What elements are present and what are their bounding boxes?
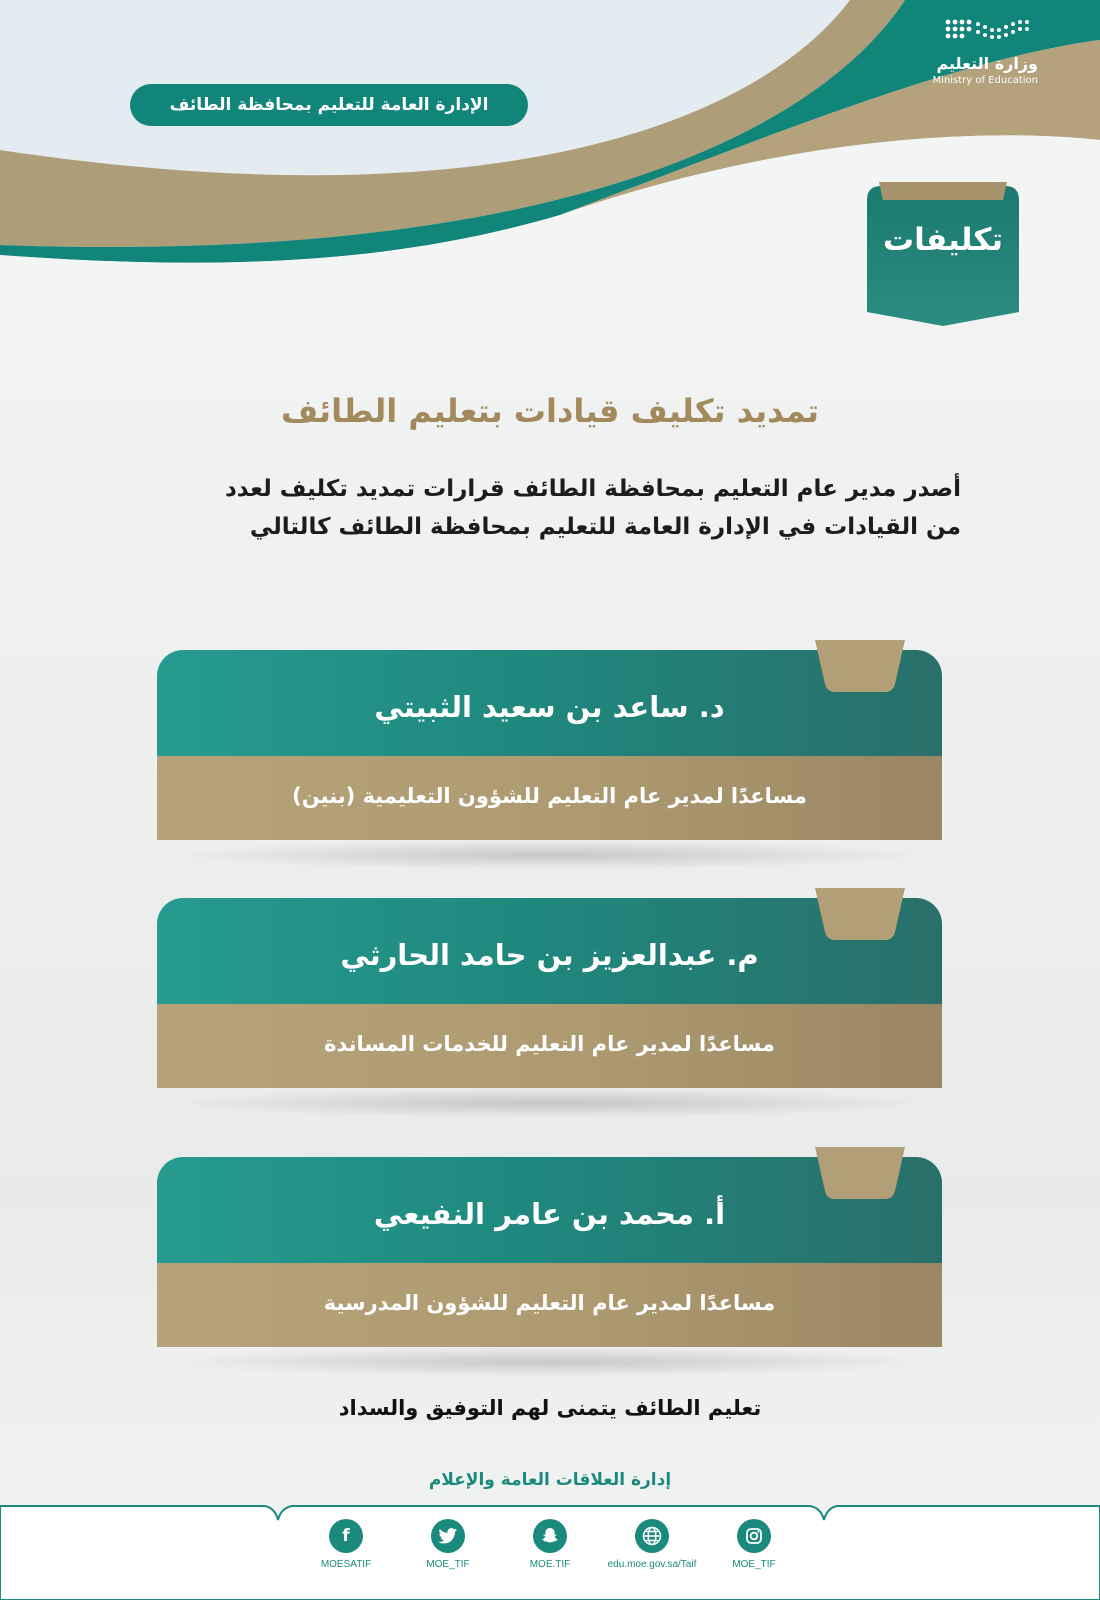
leader-card-footer bbox=[157, 1004, 942, 1088]
facebook-icon: f bbox=[329, 1519, 363, 1553]
region-label-pill bbox=[130, 84, 528, 126]
ministry-name-english: Ministry of Education bbox=[932, 75, 1038, 86]
ministry-logo-icon bbox=[942, 16, 1038, 46]
card-tab-decoration bbox=[815, 1147, 905, 1199]
intro-line-2: من القيادات في الإدارة العامة للتعليم بمحافظة الطائف كالتالي bbox=[249, 514, 961, 540]
category-tag-label: تكليفات bbox=[882, 222, 1004, 258]
card-tab-decoration bbox=[815, 888, 905, 940]
globe-icon bbox=[635, 1519, 669, 1553]
social-website[interactable] bbox=[597, 1519, 707, 1570]
intro-line-1: أصدر مدير عام التعليم بمحافظة الطائف قرارات تمديد تكليف لعدد bbox=[225, 476, 961, 502]
card-tab-decoration bbox=[815, 640, 905, 692]
snapchat-icon bbox=[533, 1519, 567, 1553]
social-handle: edu.moe.gov.sa/Taif bbox=[607, 1559, 697, 1570]
instagram-icon bbox=[737, 1519, 771, 1553]
card-shadow bbox=[167, 840, 932, 870]
leader-name: أ. محمد بن عامر النفيعي bbox=[373, 1197, 726, 1231]
leader-card-3 bbox=[157, 1147, 942, 1342]
social-handle: MOESATIF bbox=[320, 1559, 372, 1570]
page-title: تمديد تكليف قيادات بتعليم الطائف bbox=[280, 392, 820, 430]
social-handle: MOE_TIF bbox=[732, 1559, 776, 1570]
leader-card-footer bbox=[157, 1263, 942, 1347]
category-tag bbox=[861, 182, 1025, 332]
department-name: إدارة العلاقات العامة والإعلام bbox=[428, 1470, 672, 1490]
social-snapchat[interactable] bbox=[495, 1519, 605, 1570]
card-shadow bbox=[167, 1347, 932, 1377]
leader-role: مساعدًا لمدير عام التعليم للشؤون المدرسية bbox=[323, 1291, 776, 1315]
leader-card-2 bbox=[157, 888, 942, 1083]
leader-card-footer bbox=[157, 756, 942, 840]
region-label: الإدارة العامة للتعليم بمحافظة الطائف bbox=[169, 95, 489, 115]
leader-card-1 bbox=[157, 640, 942, 835]
social-handle: MOE_TIF bbox=[426, 1559, 470, 1570]
leader-role: مساعدًا لمدير عام التعليم للخدمات المساندة bbox=[324, 1032, 775, 1056]
ministry-logo bbox=[868, 16, 1038, 86]
ministry-name-arabic: وزارة التعليم bbox=[936, 54, 1038, 73]
card-shadow bbox=[167, 1088, 932, 1118]
leader-name: د. ساعد بن سعيد الثبيتي bbox=[374, 690, 725, 724]
social-facebook[interactable] bbox=[291, 1519, 401, 1570]
social-handle: MOE.TIF bbox=[529, 1559, 571, 1570]
leader-role: مساعدًا لمدير عام التعليم للشؤون التعليمية (بنين) bbox=[292, 784, 807, 808]
closing-message: تعليم الطائف يتمنى لهم التوفيق والسداد bbox=[338, 1396, 762, 1420]
intro-paragraph bbox=[135, 470, 961, 546]
social-instagram[interactable] bbox=[699, 1519, 809, 1570]
social-twitter[interactable] bbox=[393, 1519, 503, 1570]
leader-name: م. عبدالعزيز بن حامد الحارثي bbox=[340, 938, 759, 972]
twitter-icon bbox=[431, 1519, 465, 1553]
